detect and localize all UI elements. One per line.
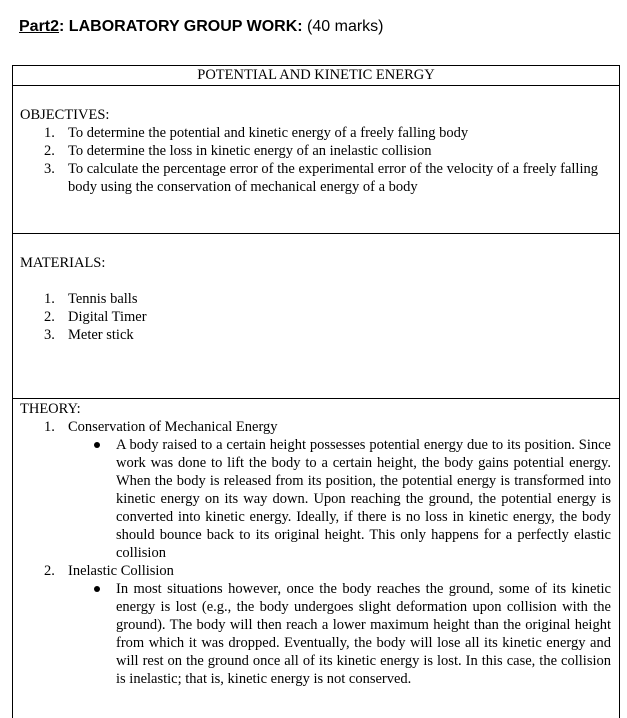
heading-title: LABORATORY GROUP WORK: [64, 18, 303, 35]
material-text: Meter stick [68, 327, 134, 343]
material-number: 2. [44, 309, 55, 325]
theory-label: THEORY: [20, 401, 81, 417]
material-number: 3. [44, 327, 55, 343]
bullet-icon [94, 442, 100, 448]
part-colon: : [59, 18, 65, 35]
objective-item [13, 160, 619, 196]
theory-subtitle: Conservation of Mechanical Energy [68, 419, 278, 435]
theory-subtitle: Inelastic Collision [68, 563, 174, 579]
page-heading [19, 17, 384, 37]
part-label: Part2 [19, 18, 60, 35]
objectives-list [13, 124, 619, 196]
theory-item [13, 418, 619, 562]
objectives-label: OBJECTIVES: [20, 107, 110, 123]
objective-item [13, 142, 619, 160]
theory-item [13, 562, 619, 688]
material-number: 1. [44, 291, 55, 307]
objective-text: To determine the loss in kinetic energy of an inelastic collision [68, 143, 432, 159]
objective-text: To calculate the percentage error of the experimental error of the velocity of a freely falling body using the conservation of mechanical energy of a body [68, 161, 598, 195]
theory-number: 1. [44, 419, 55, 435]
marks-label: (40 marks) [302, 18, 384, 35]
material-item [13, 290, 619, 308]
objective-item [13, 124, 619, 142]
lab-table [12, 65, 620, 718]
objective-number: 3. [44, 161, 55, 177]
theory-bullets [68, 436, 611, 562]
bullet-icon [94, 586, 100, 592]
objective-text: To determine the potential and kinetic energy of a freely falling body [68, 125, 469, 141]
material-item [13, 326, 619, 344]
materials-list [13, 290, 619, 344]
theory-list [13, 418, 619, 688]
theory-number: 2. [44, 563, 55, 579]
objective-number: 1. [44, 125, 55, 141]
theory-bullet-text: A body raised to a certain height possesses potential energy due to its position. Since work was done to lift the body to a certain height, the body gains potential energy. When the body is released from its position, the potential energy is transformed into kinetic energy on its way down. Upon reaching the ground, the potential energy is converted into kinetic energy. Ideally, if there is no loss in kinetic energy, the body should bounce back to its original height. This only happens for a perfectly elastic collision [116, 437, 611, 561]
materials-section [13, 234, 619, 399]
material-text: Tennis balls [68, 291, 138, 307]
materials-label: MATERIALS: [20, 255, 106, 271]
theory-bullet-text: In most situations however, once the body reaches the ground, some of its kinetic energy is lost (e.g., the body undergoes slight deformation upon collision with the ground). The body will then reach a lower maximum height than the original height from which it was dropped. Eventually, the body will lose all its kinetic energy and will rest on the ground once all of its kinetic energy is lost. In this case, the collision is inelastic; that is, kinetic energy is not conserved. [116, 581, 611, 687]
objectives-section [13, 86, 619, 234]
material-text: Digital Timer [68, 309, 147, 325]
theory-bullet [68, 580, 611, 688]
table-title-row [13, 66, 619, 86]
theory-bullet [68, 436, 611, 562]
table-title: POTENTIAL AND KINETIC ENERGY [197, 67, 435, 83]
objective-number: 2. [44, 143, 55, 159]
material-item [13, 308, 619, 326]
theory-bullets [68, 580, 611, 688]
theory-section [13, 399, 619, 718]
